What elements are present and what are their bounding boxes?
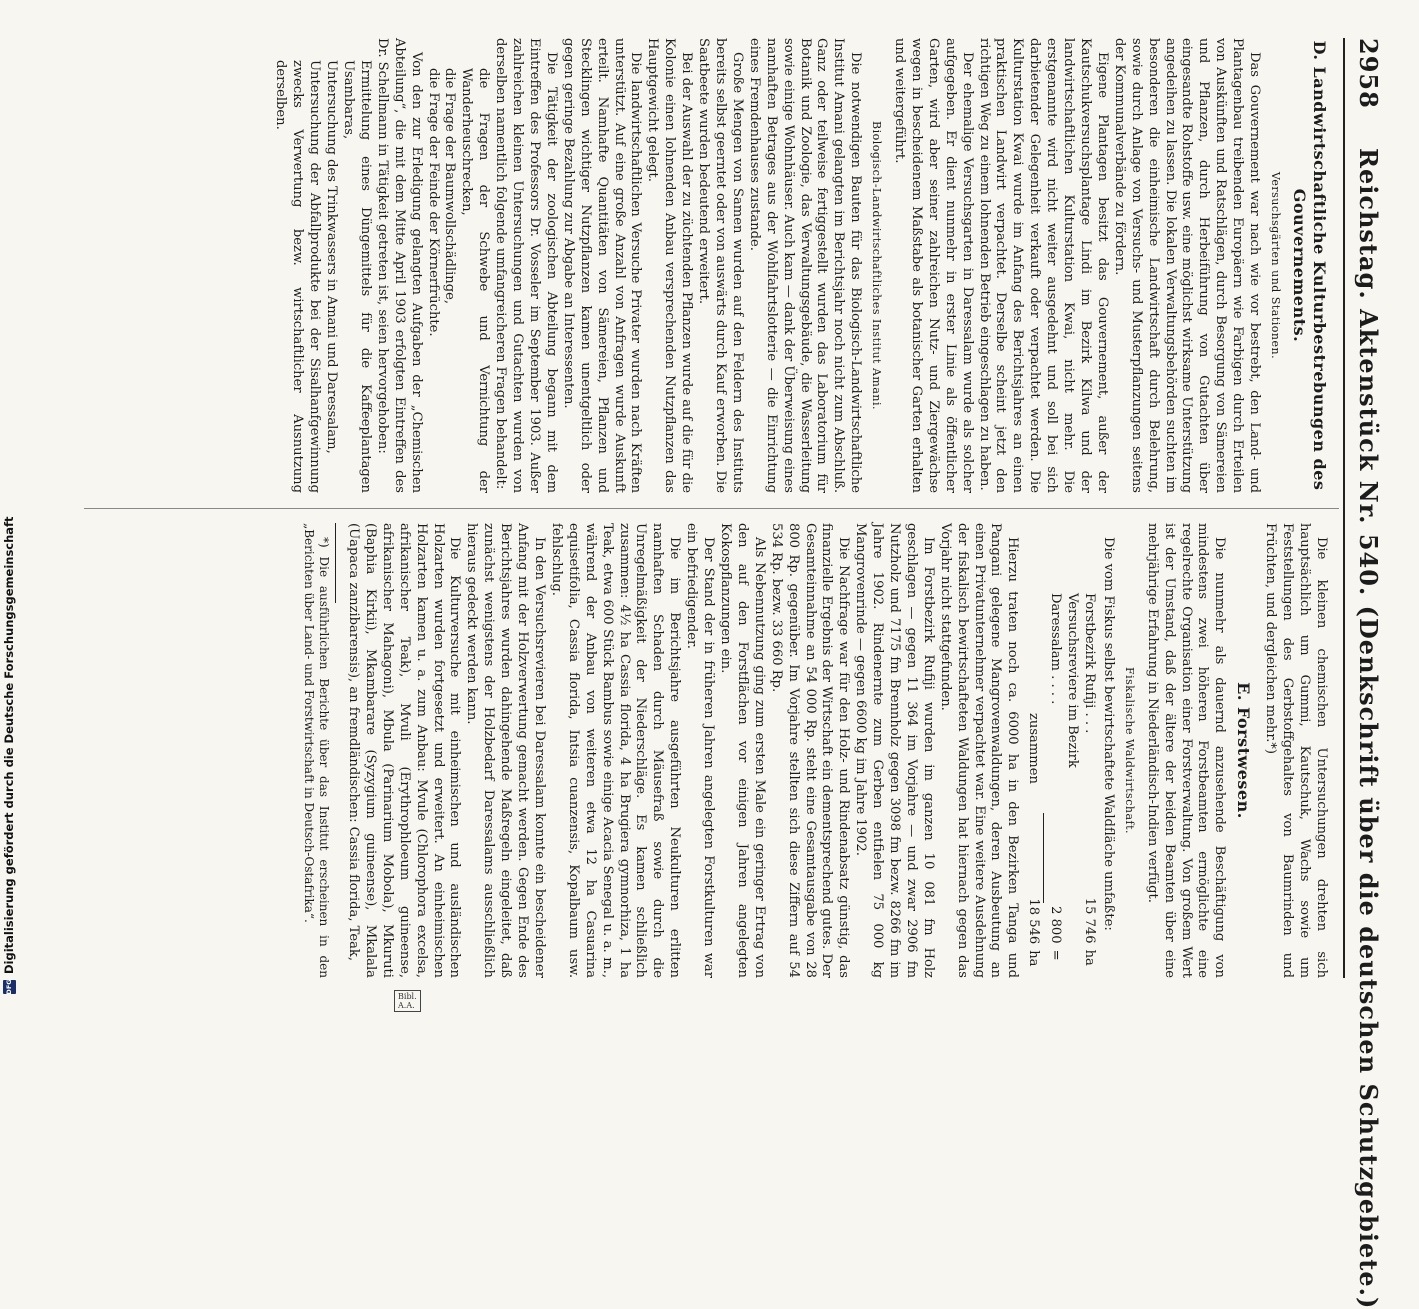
paragraph: Der Stand der in früheren Jahren angelegten Forstkulturen war ein befriedigender. — [684, 523, 717, 978]
list-item: die Fragen der Schwebe und Vernichtung der Wanderheuschrecken, — [459, 68, 492, 493]
row-value — [1063, 868, 1080, 944]
table-row — [1080, 523, 1097, 978]
row-label: Versuchsreviere im Bezirk — [1065, 593, 1081, 768]
column-divider — [84, 508, 1339, 509]
paragraph: Bei der Auswahl der zu züchtenden Pflanzen wurde auf die für die Kolonie einen lohnenden Anbau versprechenden Nutzpflanzen das Hauptgewicht gelegt. — [645, 38, 695, 493]
row-value: 2 800 — [1048, 906, 1064, 944]
credit-text: Digitalisierung gefördert durch die Deutsche Forschungsgemeinschaft — [2, 516, 16, 974]
list-item: die Frage der Baumwollschädlinge, — [442, 68, 458, 304]
library-stamp — [394, 990, 421, 1012]
list-item: die Frage der Feinde der Körnerfrüchte. — [425, 68, 441, 337]
footnote-rule — [335, 523, 336, 603]
total-value: 18 546 — [1026, 898, 1042, 945]
row-label: Daressalam . . . . — [1048, 593, 1064, 705]
footnote: *) Die ausführlichen Berichte über das Institut erscheinen in den „Berichten über Land- und Forstwirtschaft in Deutsch-Ostafrika“. — [302, 523, 332, 978]
right-column — [301, 523, 1329, 978]
row-unit: = — [1048, 949, 1064, 961]
left-column — [272, 38, 1329, 493]
paragraph: Die notwendigen Bauten für das Biologisch-Landwirtschaftliche Institut Amani gelangten im Berichtsjahr noch nicht zum Abschluß. Ganz oder teilweise fertiggestellt wurden das Laboratorium für Botanik und Zoologie, das Verwaltungsgebäude, die Wasserleitung sowie einige Wohnhäuser. Auch kam — dank der Überweisung eines namhaften Betrages aus der Wohlfahrtslotterie — die Einrichtung eines Fremdenhauses zustande. — [746, 38, 864, 493]
paragraph: Von den zur Erledigung gelangten Aufgaben der „Chemischen Abteilung“, die mit dem Mitte April 1903 erfolgten Eintreffen des Dr. Schellmann in Tätigkeit getreten ist, seien hervorgehoben: — [374, 38, 424, 493]
paragraph: Große Mengen von Samen wurden auf den Feldern des Instituts bereits selbst geerntet oder von auswärts durch Kauf erworben. Die Saatbeete wurden bedeutend erweitert. — [696, 38, 745, 493]
row-unit: ha — [1082, 949, 1098, 966]
paragraph: Als Nebennutzung ging zum ersten Male ein geringer Ertrag von den auf den Forstflächen vor einigen Jahren angelegten Kokospflanzungen ein. — [718, 523, 767, 978]
subheading-waldwirtschaft: Fiskalische Waldwirtschaft. — [1122, 667, 1136, 834]
header-rule — [1343, 38, 1345, 978]
stamp-box — [394, 990, 421, 1012]
section-heading-d: D. Landwirtschaftliche Kulturbestrebungen des Gouvernements. — [1290, 40, 1329, 491]
paragraph: Das Gouvernement war nach wie vor bestrebt, den Land- und Plantagenbau treibenden Europäern wie Farbigen durch Erteilen von Auskünften und Ratschlägen, durch Besorgung von Sämereien und Pflanzen, durch Herbeiführung von Gutachten über eingesandte Rohstoffe usw. eine möglichst wirksame Unterstützung angedeihen zu lassen. Die lokalen Verwaltungsbehörden suchten im besonderen die einheimische Landwirtschaft durch Belehrung, sowie durch Anlage von Versuchs- und Musterpflanzungen seitens der Kommunalverbände zu fördern. — [1111, 38, 1263, 493]
forest-area-table — [1024, 523, 1097, 978]
stamp-line: A.A. — [398, 1001, 415, 1010]
total-unit: ha — [1026, 950, 1042, 967]
paragraph: Die kleinen chemischen Untersuchungen drehten sich hauptsächlich um Gummi, Kautschuk, Wachs sowie um Feststellungen des Gerbstoffgehaltes von Baumrinden und Früchten, und dergleichen mehr.*) — [1263, 523, 1329, 978]
table-total-row — [1024, 523, 1041, 978]
paragraph: Die vom Fiskus selbst bewirtschaftete Waldfläche umfaßte: — [1100, 537, 1116, 931]
row-unit — [1063, 944, 1080, 978]
running-title: Reichstag. Aktenstück Nr. 540. (Denkschrift über die deutschen Schutzgebiete.) — [1354, 148, 1383, 1309]
list-item: Untersuchung des Trinkwassers in Amani und Daressalam, — [324, 60, 340, 454]
paragraph: In den Versuchsrevieren bei Daressalam konnte ein bescheidener Anfang mit der Holzverwertung gemacht werden. Gegen Ende des Berichtsjahres wurden dahingehende Maßregeln eingeleitet, daß zunächst wenigstens der Holzbedarf Daressalams ausschließlich hieraus gedeckt werden kann. — [464, 523, 548, 978]
sum-rule — [1043, 813, 1044, 903]
row-label: Forstbezirk Rufiji . . . — [1082, 593, 1098, 734]
table-row — [1046, 523, 1063, 978]
subheading-versuchsgaerten: Versuchsgärten und Stationen. — [1269, 171, 1282, 360]
paragraph: Die Kulturversuche mit einheimischen und ausländischen Holzarten wurden fortgesetzt und erweitert. An einheimischen Holzarten kamen u. a. zum Anbau: Mvule (Chlorophora excelsa, afrikanischer Teak), Mvuli (Erythrophloeum guineense, afrikanischer Mahagoni), Mbula (Parinarium Mobola), Mkuruti (Baphia Kirkii), Mkambarare (Syzygium guineense), Mkalala (Uapaca zanzibarensis), an fremdländischen: Cassia florida, Teak, — [346, 523, 463, 978]
paragraph: Im Forstbezirk Rufiji wurden im ganzen 10 081 fm Holz geschlagen — gegen 11 364 im Vorjahre — und zwar 2906 fm Nutzholz und 7175 fm Brennholz gegen 3098 fm bezw. 8266 fm im Jahre 1902. Rindenernte zum Gerben entfielen 75 000 kg Mangrovenrinde — gegen 6600 kg im Jahre 1902. — [853, 523, 936, 978]
stamp-line: Bibl. — [398, 992, 417, 1001]
paragraph: Die Tätigkeit der zoologischen Abteilung begann mit dem Eintreffen des Professors Dr. Vosseler im September 1903. Außer zahlreichen kleinen Untersuchungen und Gutachten wurden von derselben namentlich folgende umfangreicheren Fragen behandelt: — [493, 38, 559, 493]
table-row — [1063, 523, 1080, 978]
paragraph: Die landwirtschaftlichen Versuche Privater wurden nach Kräften unterstützt. Auf eine große Anzahl von Anfragen wurde Auskunft erteilt. Namhafte Quantitäten von Sämereien, Pflanzen und Stecklingen wichtiger Nutzpflanzen kamen unentgeltlich oder gegen geringe Bezahlung zur Abgabe an Interessenten. — [560, 38, 644, 493]
row-value: 15 746 — [1082, 897, 1098, 944]
subheading-amani: Biologisch-Landwirtschaftliches Institut Amani. — [870, 121, 884, 410]
paragraph: Eigene Plantagen besitzt das Gouvernement, außer der Kautschukversuchsplantage Lindi im Bezirk Kilwa und der landwirtschaftlichen Kulturstation Kwai, nicht mehr. Die erstgenannte wird nicht weiter ausgedehnt und soll bei sich darbietender Gelegenheit verkauft oder verpachtet werden. Die Kulturstation Kwai wurde im Anfang des Berichtsjahres an einen praktischen Landwirt verpachtet. Derselbe scheint jetzt den richtigen Weg zu einem lohnenden Betrieb eingeschlagen zu haben. — [976, 38, 1110, 493]
page-header — [1349, 38, 1389, 1309]
paragraph: Die im Berichtsjahre ausgeführten Neukulturen erlitten namhaften Schaden durch Mäusefraß sowie durch die Unregelmäßigkeit der Niederschläge. Es kamen schließlich zusammen: 4½ ha Cassia florida, 4 ha Brugiera gymnorhiza, 1 ha Teak, etwa 600 Stück Bambus sowie einige Acacia Senegal u. a. m., während der Anbau von weiteren etwa 12 ha Casuarina equisetifolia, Cassia florida, Intsia cuanzensis, Kopalbaum usw. fehlschlug. — [548, 523, 683, 978]
dfg-logo: DFG — [3, 980, 16, 994]
list-item: Ermittelung eines Düngemittels für die Kaffeeplantagen Usambaras, — [341, 60, 373, 493]
paragraph: Die Nachfrage war für den Holz- und Rindenabsatz günstig, das finanzielle Ergebnis der Wirtschaft ein dementsprechend gutes. Der Gesamteinnahme an 54 000 Rp. steht eine Gesamtausgabe von 28 800 Rp. gegenüber. Im Vorjahre stellten sich diese Ziffern auf 54 534 Rp. bezw. 33 660 Rp. — [768, 523, 852, 978]
paragraph: Hierzu traten noch ca. 6000 ha in den Bezirken Tanga und Pangani gelegene Mangrovenwaldungen, deren Ausbeutung an einen Privatunternehmer verpachtet war. Eine weitere Ausdehnung der fiskalisch bewirtschafteten Waldungen hat hiernach gegen das Vorjahr nicht stattgefunden. — [937, 523, 1021, 978]
page-number: 2958 — [1354, 38, 1383, 109]
paragraph: Der ehemalige Versuchsgarten in Daressalam wurde als solcher aufgegeben. Er dient nunmehr in erster Linie als öffentlicher Garten, wird aber seiner zahlreichen Nutz- und Ziergewächse wegen in bescheidenem Maßstabe als botanischer Garten erhalten und weitergeführt. — [892, 38, 975, 493]
section-heading-e: E. Forstwesen. — [1234, 682, 1254, 819]
total-label: zusammen — [1026, 713, 1042, 784]
paragraph: Die nunmehr als dauernd anzusehende Beschäftigung von mindestens zwei höheren Forstbeamten ermöglichte eine regelrechte Organisation einer Forstverwaltung. Von großem Wert ist der Umstand, daß der ältere der beiden Beamten über eine mehrjährige Erfahrung in Niederländisch-Indien verfügt. — [1144, 523, 1228, 978]
list-item: Untersuchung der Abfallprodukte bei der Sisalhanfgewinnung zwecks Verwertung bezw. wirtschaftlicher Ausnutzung derselben. — [273, 60, 323, 493]
